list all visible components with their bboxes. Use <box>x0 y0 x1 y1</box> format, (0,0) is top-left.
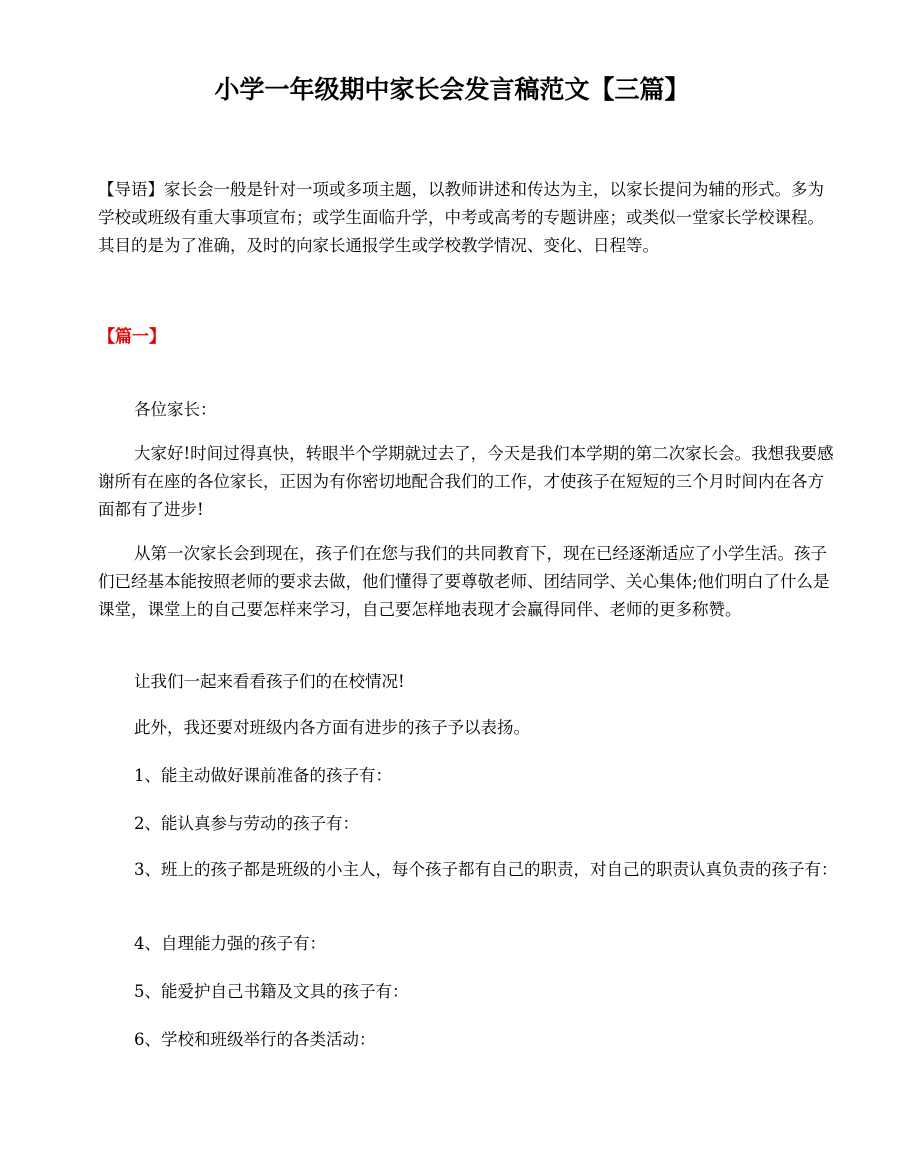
body-paragraph: 此外，我还要对班级内各方面有进步的孩子予以表扬。 <box>134 718 530 737</box>
list-item: 2、能认真参与劳动的孩子有： <box>134 814 359 833</box>
list-item: 3、班上的孩子都是班级的小主人，每个孩子都有自己的职责，对自己的职责认真负责的孩子有： <box>134 860 838 879</box>
intro-paragraph: 【导语】家长会一般是针对一项或多项主题，以教师讲述和传达为主，以家长提问为辅的形式。多为学校或班级有重大事项宣布；或学生面临升学，中考或高考的专题讲座；或类似一堂家长学校课程。其目的是为了准确，及时的向家长通报学生或学校教学情况、变化、日程等。 <box>98 180 824 255</box>
body-paragraph: 从第一次家长会到现在，孩子们在您与我们的共同教育下，现在已经逐渐适应了小学生活。孩子们已经基本能按照老师的要求去做，他们懂得了要尊敬老师、团结同学、关心集体;他们明白了什么是课堂，课堂上的自己要怎样来学习，自己要怎样地表现才会赢得同伴、老师的更多称赞。 <box>98 544 830 619</box>
list-item: 6、学校和班级举行的各类活动： <box>134 1030 376 1049</box>
body-paragraph: 让我们一起来看看孩子们的在校情况! <box>134 672 405 691</box>
salutation-paragraph: 各位家长： <box>134 400 217 419</box>
list-item: 1、能主动做好课前准备的孩子有： <box>134 766 392 785</box>
document-title: 小学一年级期中家长会发言稿范文【三篇】 <box>214 75 690 104</box>
list-item: 4、自理能力强的孩子有： <box>134 934 326 953</box>
body-paragraph: 大家好!时间过得真快，转眼半个学期就过去了，今天是我们本学期的第二次家长会。我想我要感谢所有在座的各位家长，正因为有你密切地配合我们的工作，才使孩子在短短的三个月时间内在各方面都有了进步! <box>98 444 834 519</box>
list-item: 5、能爱护自己书籍及文具的孩子有： <box>134 982 409 1001</box>
section-heading-part-one: 【篇一】 <box>98 327 166 347</box>
